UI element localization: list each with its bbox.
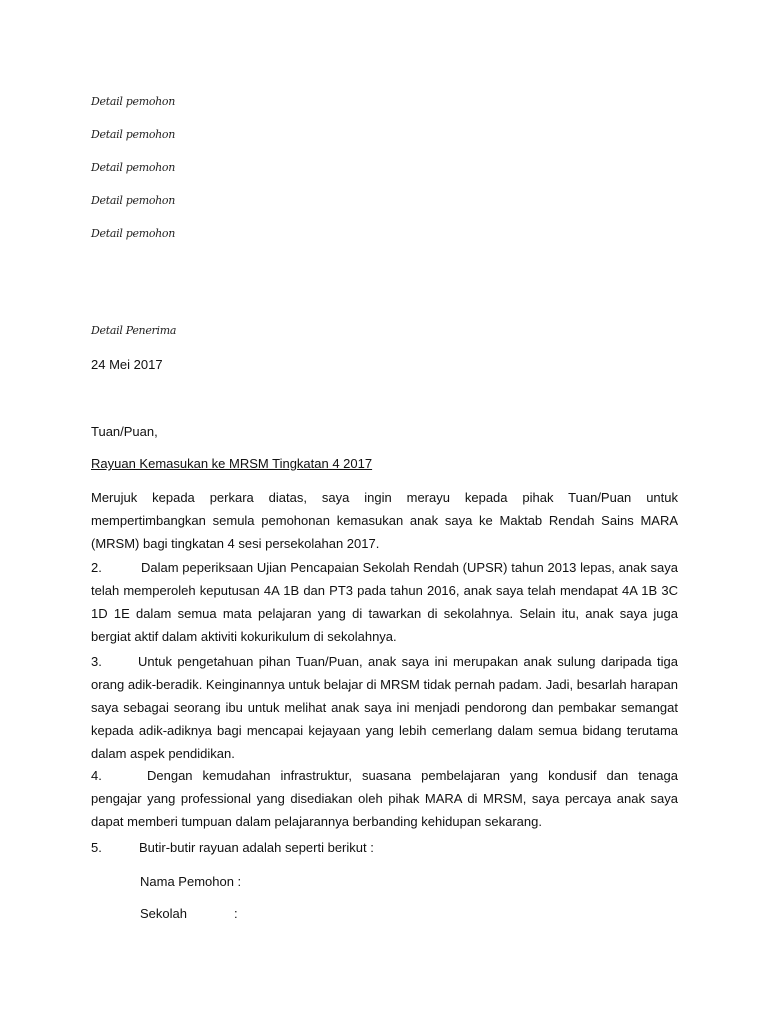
paragraph-5 [91,840,374,855]
paragraph-number: 4. [91,768,102,783]
recipient-detail: Detail Penerima [91,324,177,337]
sender-detail-3: Detail pemohon [91,161,176,174]
sender-detail-4: Detail pemohon [91,194,176,207]
paragraph-number: 5. [91,840,102,855]
field-sekolah [140,906,238,921]
field-value: : [234,906,238,921]
paragraph-text: Butir-butir rayuan adalah seperti berikut : [139,840,374,855]
paragraph-3 [91,650,678,765]
sender-detail-1: Detail pemohon [91,95,176,108]
paragraph-number: 3. [91,654,102,669]
sender-detail-5: Detail pemohon [91,227,176,240]
field-label: Sekolah [140,906,187,921]
paragraph-2 [91,556,678,648]
letter-subject: Rayuan Kemasukan ke MRSM Tingkatan 4 2017 [91,456,373,471]
sender-detail-2: Detail pemohon [91,128,176,141]
paragraph-text: Dengan kemudahan infrastruktur, suasana pembelajaran yang kondusif dan tenaga pengajar yang professional yang disediakan oleh pihak MARA di MRSM, saya percaya anak saya dapat memberi tumpuan dalam pelajarannya berbanding kehidupan sekarang. [91,768,678,829]
paragraph-4 [91,764,678,833]
letter-date: 24 Mei 2017 [91,357,163,372]
paragraph-text: Untuk pengetahuan pihan Tuan/Puan, anak saya ini merupakan anak sulung daripada tiga orang adik-beradik. Keinginannya untuk belajar di MRSM tidak pernah padam. Jadi, besarlah harapan saya sebagai seorang ibu untuk melihat anak saya ini menjadi pendorong dan pembakar semangat kepada adik-adiknya bagi mencapai kejayaan yang lebih cemerlang dalam semua bidang terutama dalam aspek pendidikan. [91,654,678,761]
field-nama-pemohon [140,874,241,889]
paragraph-number: 2. [91,560,102,575]
paragraph-text: Dalam peperiksaan Ujian Pencapaian Sekolah Rendah (UPSR) tahun 2013 lepas, anak saya telah memperoleh keputusan 4A 1B dan PT3 pada tahun 2016, anak saya telah mendapat 4A 1B 3C 1D 1E dalam semua mata pelajaran yang di tawarkan di sekolahnya. Selain itu, anak saya juga bergiat aktif dalam aktiviti kokurikulum di sekolahnya. [91,560,678,644]
field-label: Nama Pemohon : [140,874,242,889]
salutation: Tuan/Puan, [91,424,158,439]
intro-paragraph: Merujuk kepada perkara diatas, saya ingin merayu kepada pihak Tuan/Puan untuk mempertimbangkan semula pemohonan kemasukan anak saya ke Maktab Rendah Sains MARA (MRSM) bagi tingkatan 4 sesi persekolahan 2017. [91,490,678,551]
